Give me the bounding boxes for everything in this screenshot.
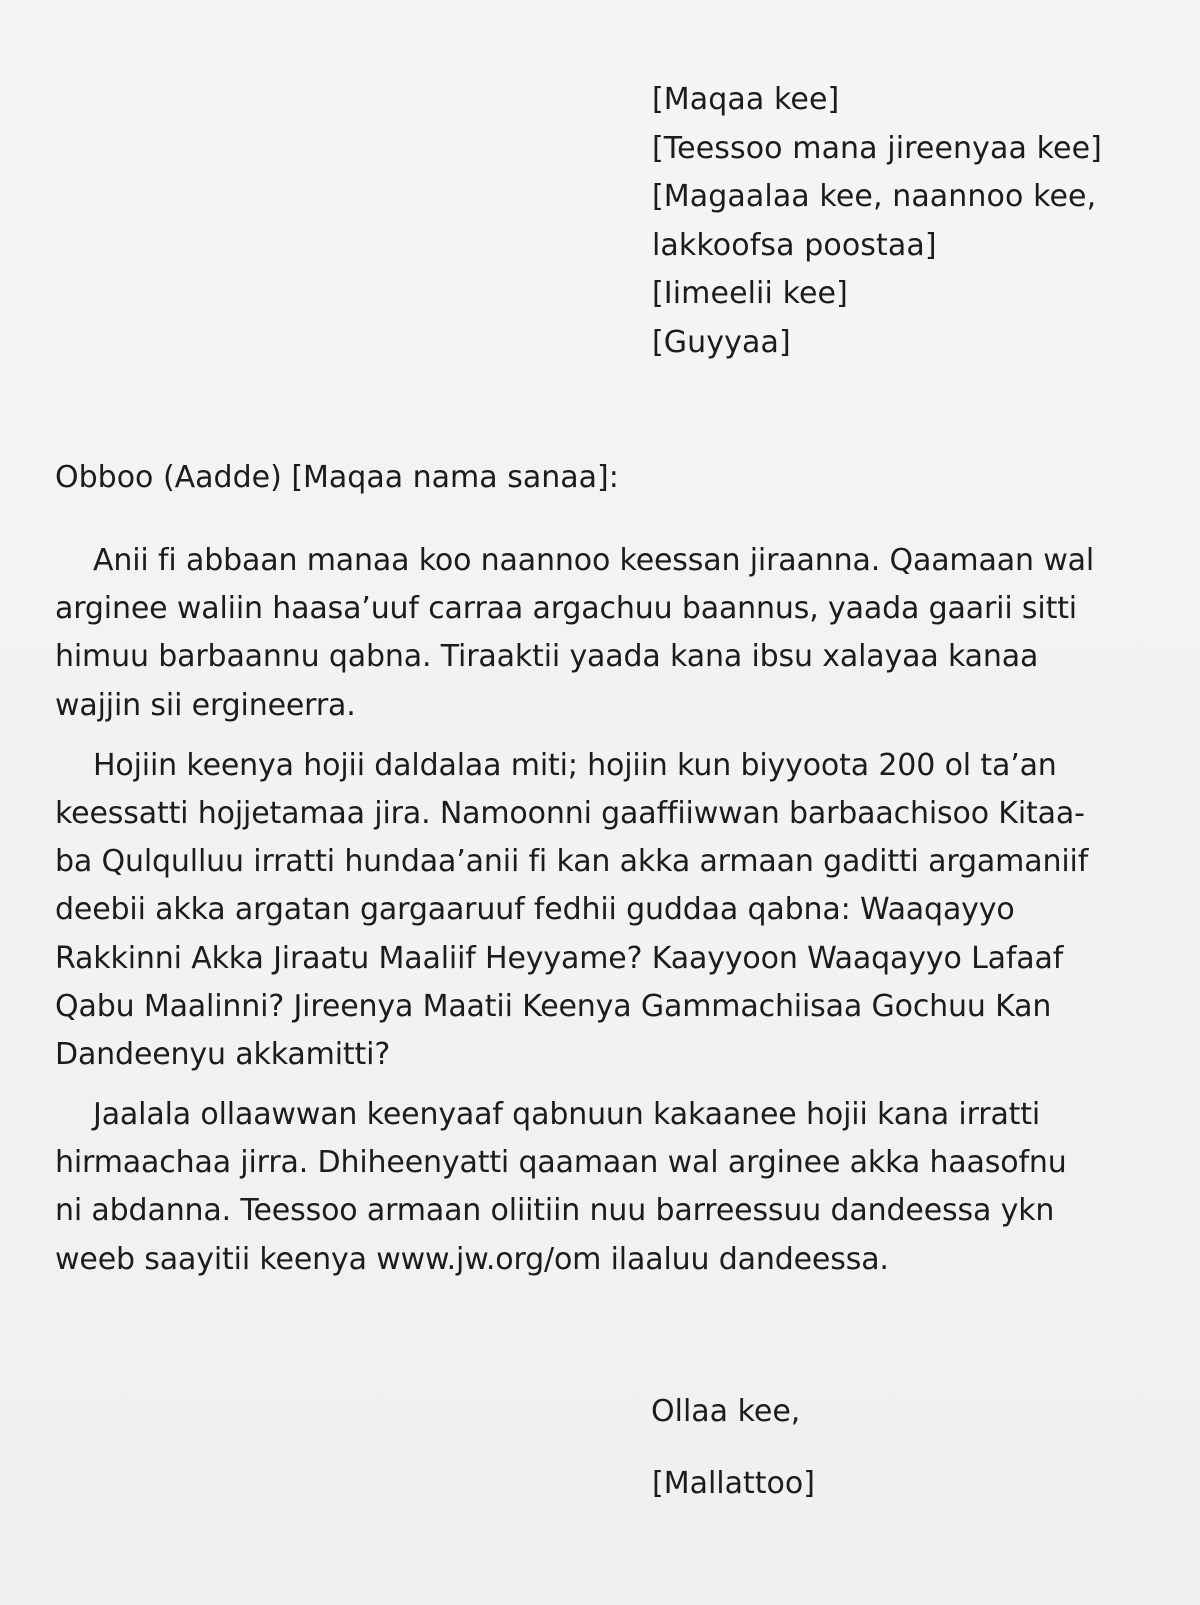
complimentary-close: Ollaa kee, [651, 1394, 801, 1429]
signature-placeholder: [Mallattoo] [652, 1466, 815, 1501]
sender-address-block [652, 76, 1152, 367]
paragraph-work [55, 742, 1145, 1079]
text-line: Qabu Maalinni? Jireenya Maatii Keenya Gammachiisaa Gochuu Kan [55, 988, 1052, 1024]
text-line: hirmaachaa jirra. Dhiheenyatti qaamaan wal arginee akka haasofnu [55, 1145, 1067, 1181]
paragraph-intro [55, 537, 1145, 730]
text-line: ni abdanna. Teessoo armaan oliitiin nuu barreessuu dandeessa ykn [55, 1193, 1055, 1229]
text-line: keessatti hojjetamaa jira. Namoonni gaaffiiwwan barbaachisoo Kitaa- [55, 795, 1085, 831]
paragraph-closing [55, 1091, 1145, 1284]
text-line: Dandeenyu akkamitti? [55, 1036, 391, 1072]
sender-city-region: [Magaalaa kee, naannoo kee, [652, 179, 1097, 214]
text-line: Anii fi abbaan manaa koo naannoo keessan jiraanna. Qaamaan wal [93, 543, 1095, 578]
letter-date: [Guyyaa] [652, 324, 791, 360]
text-line: weeb saayitii keenya www.jw.org/om ilaaluu dandeessa. [55, 1241, 889, 1277]
text-line: Hojiin keenya hojii daldalaa miti; hojiin kun biyyoota 200 ol ta’an [93, 747, 1057, 783]
letter-body [55, 537, 1145, 1296]
sender-email: [Iimeelii kee] [652, 276, 848, 311]
sender-postal-code: lakkoofsa poostaa] [652, 227, 937, 263]
text-line: himuu barbaannu qabna. Tiraaktii yaada kana ibsu xalayaa kanaa [55, 639, 1039, 675]
text-line: ba Qulqulluu irratti hundaa’anii fi kan akka armaan gaditti argamaniif [55, 844, 1089, 880]
salutation: Obboo (Aadde) [Maqaa nama sanaa]: [55, 460, 619, 495]
text-line: Jaalala ollaawwan keenyaaf qabnuun kakaanee hojii kana irratti [93, 1097, 1041, 1133]
text-line: wajjin sii ergineerra. [55, 687, 356, 723]
sender-street-address: [Teessoo mana jireenyaa kee] [652, 130, 1102, 166]
text-line: Rakkinni Akka Jiraatu Maaliif Heyyame? Kaayyoon Waaqayyo Lafaaf [55, 940, 1064, 976]
sender-name: [Maqaa kee] [652, 82, 840, 117]
text-line: arginee waliin haasa’uuf carraa argachuu baannus, yaada gaarii sitti [55, 591, 1077, 627]
text-line: deebii akka argatan gargaaruuf fedhii guddaa qabna: Waaqayyo [55, 892, 1015, 928]
